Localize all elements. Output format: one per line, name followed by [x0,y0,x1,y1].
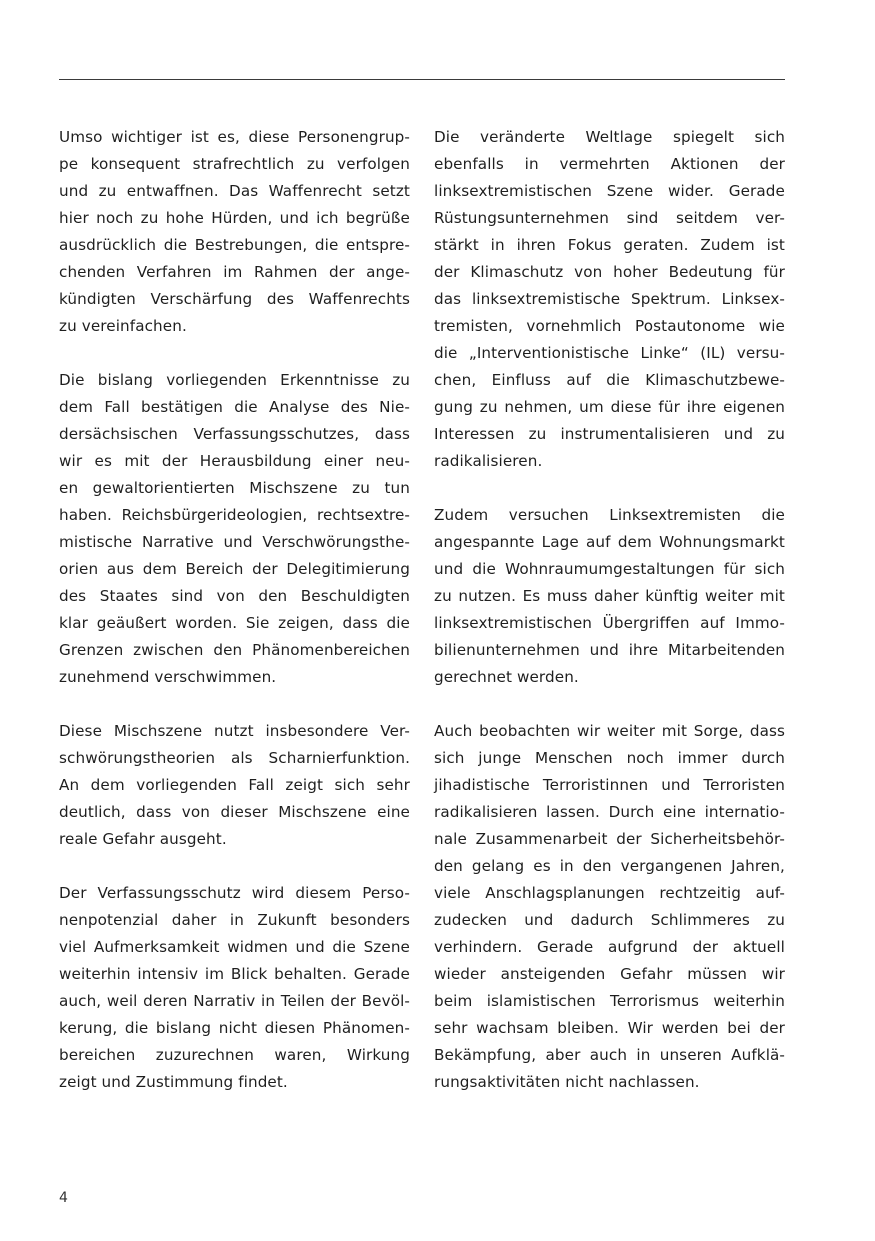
text-line: zeigt und Zustimmung findet. [59,1073,288,1091]
text-line: chenden Verfahren im Rahmen der ange- [59,263,410,281]
text-line: Diese Mischszene nutzt insbesondere Ver- [59,722,410,740]
paragraph [59,880,410,1096]
text-line: ebenfalls in vermehrten Aktionen der [434,155,785,173]
text-line: Der Verfassungsschutz wird diesem Perso- [59,884,410,902]
text-line: gung zu nehmen, um diese für ihre eigenen [434,398,785,416]
text-line: orien aus dem Bereich der Delegitimierung [59,560,410,578]
text-line: auch, weil deren Narrativ in Teilen der Bevöl- [59,992,410,1010]
text-line: zunehmend verschwimmen. [59,668,277,686]
text-line: gerechnet werden. [434,668,579,686]
left-column [59,124,410,1123]
paragraph [59,718,410,853]
paragraph [434,124,785,475]
text-line: tremisten, vornehmlich Postautonome wie [434,317,785,335]
text-line: viel Aufmerksamkeit widmen und die Szene [59,938,410,956]
text-line: Die bislang vorliegenden Erkenntnisse zu [59,371,410,389]
text-line: sehr wachsam bleiben. Wir werden bei der [434,1019,785,1037]
text-line: den gelang es in den vergangenen Jahren, [434,857,785,875]
text-line: Interessen zu instrumentalisieren und zu [434,425,785,443]
text-line: angespannte Lage auf dem Wohnungsmarkt [434,533,785,551]
text-line: chen, Einfluss auf die Klimaschutzbewe- [434,371,785,389]
text-line: weiterhin intensiv im Blick behalten. Gerade [59,965,410,983]
text-line: zudecken und dadurch Schlimmeres zu [434,911,785,929]
text-line: wieder ansteigenden Gefahr müssen wir [434,965,785,983]
text-line: hier noch zu hohe Hürden, und ich begrüße [59,209,410,227]
text-line: verhindern. Gerade aufgrund der aktuell [434,938,785,956]
text-line: linksextremistischen Übergriffen auf Immo- [434,614,785,632]
paragraph [434,718,785,1096]
text-line: Die veränderte Weltlage spiegelt sich [434,128,785,146]
text-line: Rüstungsunternehmen sind seitdem ver- [434,209,785,227]
text-line: rungsaktivitäten nicht nachlassen. [434,1073,700,1091]
text-line: stärkt in ihren Fokus geraten. Zudem ist [434,236,785,254]
text-line: beim islamistischen Terrorismus weiterhin [434,992,785,1010]
page-number: 4 [59,1190,68,1206]
text-line: bilienunternehmen und ihre Mitarbeitenden [434,641,785,659]
text-line: bereichen zuzurechnen waren, Wirkung [59,1046,410,1064]
text-line: linksextremistischen Szene wider. Gerade [434,182,785,200]
text-line: Umso wichtiger ist es, diese Personengrup- [59,128,410,146]
text-line: radikalisieren lassen. Durch eine internatio- [434,803,785,821]
text-line: klar geäußert worden. Sie zeigen, dass die [59,614,410,632]
text-line: und zu entwaffnen. Das Waffenrecht setzt [59,182,410,200]
paragraph [59,367,410,691]
text-line: kündigten Verschärfung des Waffenrechts [59,290,410,308]
text-line: dem Fall bestätigen die Analyse des Nie- [59,398,410,416]
text-line: nenpotenzial daher in Zukunft besonders [59,911,410,929]
text-line: zu vereinfachen. [59,317,187,335]
text-line: reale Gefahr ausgeht. [59,830,227,848]
text-line: die „Interventionistische Linke“ (IL) versu- [434,344,785,362]
text-line: viele Anschlagsplanungen rechtzeitig auf- [434,884,785,902]
text-line: deutlich, dass von dieser Mischszene eine [59,803,410,821]
text-line: der Klimaschutz von hoher Bedeutung für [434,263,785,281]
text-line: zu nutzen. Es muss daher künftig weiter mit [434,587,785,605]
text-line: schwörungstheorien als Scharnierfunktion. [59,749,410,767]
text-line: Grenzen zwischen den Phänomenbereichen [59,641,410,659]
text-line: nale Zusammenarbeit der Sicherheitsbehör- [434,830,785,848]
right-column [434,124,785,1123]
text-line: Auch beobachten wir weiter mit Sorge, dass [434,722,785,740]
text-line: jihadistische Terroristinnen und Terroristen [434,776,785,794]
paragraph [59,124,410,340]
text-line: sich junge Menschen noch immer durch [434,749,785,767]
text-line: und die Wohnraumumgestaltungen für sich [434,560,785,578]
text-line: haben. Reichsbürgerideologien, rechtsextre- [59,506,410,524]
text-line: kerung, die bislang nicht diesen Phänomen- [59,1019,410,1037]
text-line: radikalisieren. [434,452,543,470]
text-line: An dem vorliegenden Fall zeigt sich sehr [59,776,410,794]
text-line: des Staates sind von den Beschuldigten [59,587,410,605]
text-line: mistische Narrative und Verschwörungsthe- [59,533,410,551]
text-line: pe konsequent strafrechtlich zu verfolgen [59,155,410,173]
text-line: Bekämpfung, aber auch in unseren Aufklä- [434,1046,785,1064]
text-line: dersächsischen Verfassungsschutzes, dass [59,425,410,443]
text-line: en gewaltorientierten Mischszene zu tun [59,479,410,497]
text-line: ausdrücklich die Bestrebungen, die entspre- [59,236,410,254]
paragraph [434,502,785,691]
text-line: wir es mit der Herausbildung einer neu- [59,452,410,470]
text-line: das linksextremistische Spektrum. Linksex- [434,290,785,308]
text-line: Zudem versuchen Linksextremisten die [434,506,785,524]
header-rule [59,79,785,80]
